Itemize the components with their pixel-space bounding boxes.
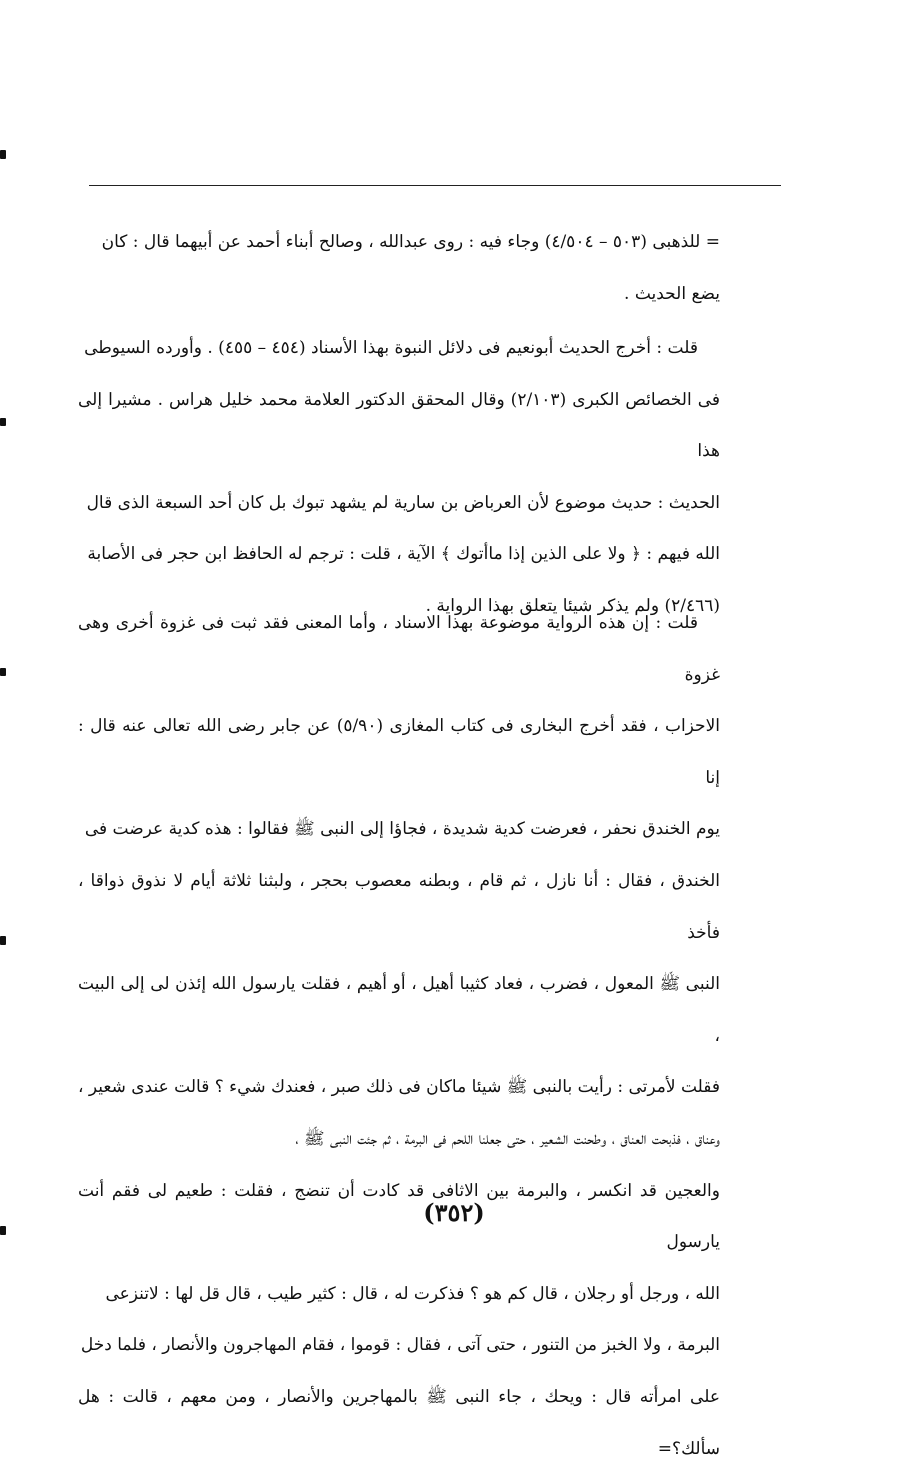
text-line: الله ، ورجل أو رجلان ، قال كم هو ؟ فذكرت له ، قال : كثير طيب ، قال قل لها : لاتنزعى — [105, 1283, 720, 1304]
text-line: البرمة ، ولا الخبز من التنور ، حتى آتى ، فقال : قوموا ، فقام المهاجرون والأنصار ، فلما دخل — [80, 1335, 720, 1356]
text-line: الاحزاب ، فقد أخرج البخارى فى كتاب المغازى (٥/٩٠) عن جابر رضى الله تعالى عنه قال : إنا — [78, 716, 720, 788]
text-line: الله فيهم : ﴿ ولا على الذين إذا ماأتوك ﴾ الآية ، قلت : ترجم له الحافظ ابن حجر فى الأصابة — [87, 544, 720, 565]
text-line: النبى ﷺ المعول ، فضرب ، فعاد كثيبا أهيل ، أو أهيم ، فقلت يارسول الله إئذن لى إلى البيت ، — [78, 974, 720, 1046]
scan-edge-mark — [0, 936, 6, 945]
text-line: فقلت لأمرتى : رأيت بالنبى ﷺ شيئا ماكان فى ذلك صبر ، فعندك شيء ؟ قالت عندى شعير ، — [77, 1077, 720, 1098]
text-line: قلت : أخرج الحديث أبونعيم فى دلائل النبوة بهذا الأسناد (٤٥٤ – ٤٥٥) . وأورده السيوطى — [84, 338, 698, 358]
footnote-continuation — [78, 217, 720, 320]
scan-edge-mark — [0, 418, 6, 426]
paragraph-2 — [78, 598, 720, 1475]
text-line: فى الخصائص الكبرى (٢/١٠٣) وقال المحقق الدكتور العلامة محمد خليل هراس . مشيرا إلى هذا — [78, 389, 720, 462]
text-line: يوم الخندق نحفر ، فعرضت كدية شديدة ، فجاؤا إلى النبى ﷺ فقالوا : هذه كدية عرضت فى — [84, 819, 720, 840]
text-line: قلت : إن هذه الرواية موضوعة بهذا الاسناد ، وأما المعنى فقد ثبت فى غزوة أخرى وهى غزوة — [78, 613, 720, 685]
text-line: وعناق ، فذبحت العناق ، وطحنت الشعير ، حتى جعلنا اللحم فى البرمة ، ثم جئت النبى ﷺ ، — [295, 1128, 720, 1149]
scan-edge-mark — [0, 1226, 6, 1235]
scan-edge-mark — [0, 150, 6, 159]
paragraph-1 — [78, 323, 720, 633]
text-line: الخندق ، فقال : أنا نازل ، ثم قام ، وبطنه معصوب بحجر ، ولبثنا ثلاثة أيام لا نذوق ذواقا ، فأخذ — [78, 870, 720, 943]
page-number: (٣٥٢) — [423, 1198, 485, 1227]
text-line: يضع الحديث . — [624, 283, 720, 304]
footnote-separator-rule — [89, 185, 781, 186]
scan-edge-mark — [0, 668, 6, 676]
text-line: على امرأته قال : ويحك ، جاء النبى ﷺ بالمهاجرين والأنصار ، ومن معهم ، قالت : هل سألك؟= — [78, 1386, 720, 1459]
text-line: والعجين قد انكسر ، والبرمة بين الاثافى قد كادت أن تنضج ، فقلت : طعيم لى فقم أنت يارسول — [78, 1180, 720, 1253]
text-line: = للذهبى (٥٠٣ – ٤/٥٠٤) وجاء فيه : روى عبدالله ، وصالح أبناء أحمد عن أبيهما قال : كان — [101, 232, 720, 252]
text-line: الحديث : حديث موضوع لأن العرباض بن سارية لم يشهد تبوك بل كان أحد السبعة الذى قال — [86, 492, 720, 513]
text-line: (٢/٤٦٦) ولم يذكر شيئا يتعلق بهذا الرواية . — [425, 595, 720, 616]
